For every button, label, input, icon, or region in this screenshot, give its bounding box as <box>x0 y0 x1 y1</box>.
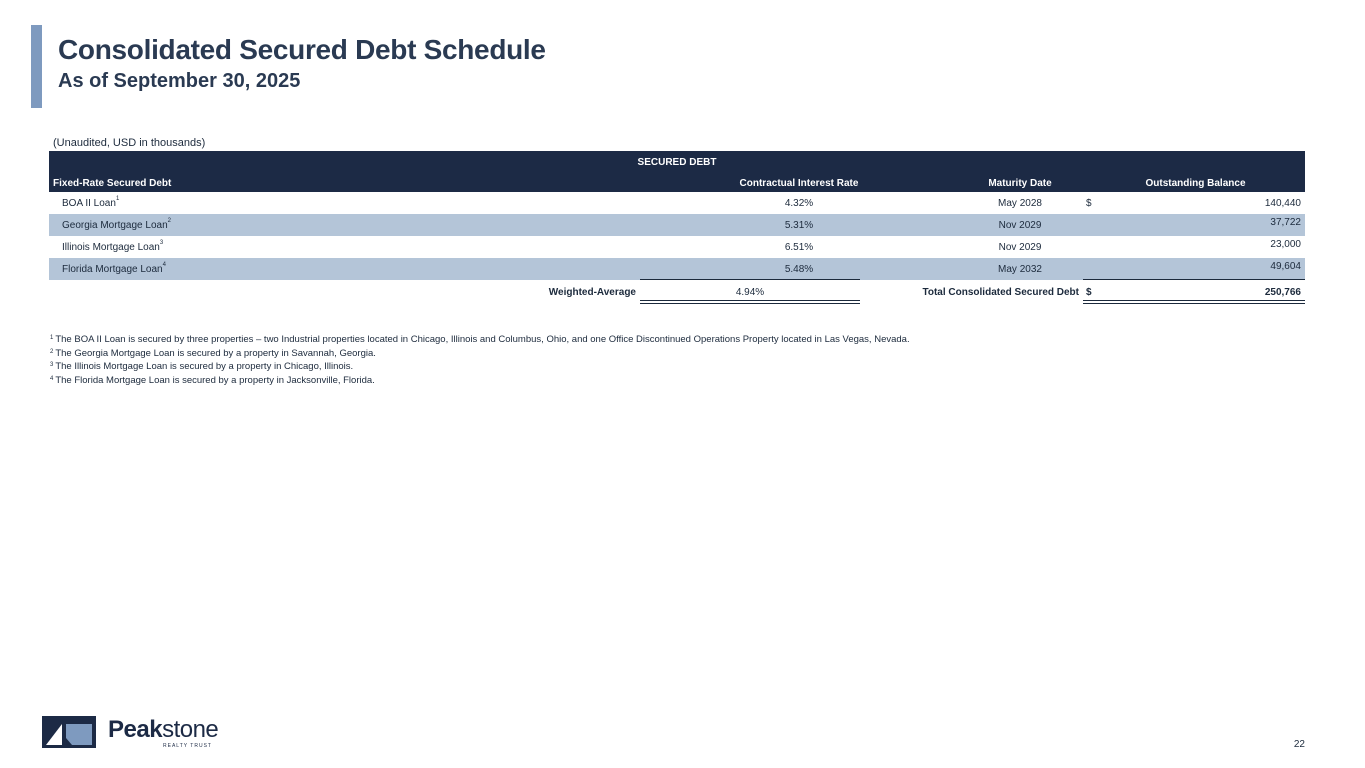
outstanding-balance: 23,000 <box>1270 239 1301 250</box>
title-accent-bar <box>31 25 42 108</box>
col-header-name: Fixed-Rate Secured Debt <box>53 178 172 189</box>
table-section-title: SECURED DEBT <box>637 157 717 168</box>
footnote-item: $^2$ The Georgia Mortgage Loan is secured by a property in Savannah, Georgia. <box>50 347 376 359</box>
rate-total-line-1 <box>640 300 860 301</box>
maturity-date: Nov 2029 <box>998 220 1042 231</box>
currency-symbol: $ <box>1086 198 1092 209</box>
weighted-average-label: Weighted-Average <box>548 287 636 298</box>
secured-debt-table <box>49 151 1305 304</box>
table-row <box>49 236 1305 258</box>
interest-rate: 4.32% <box>784 198 814 209</box>
page-subtitle: As of September 30, 2025 <box>58 70 301 92</box>
maturity-date: Nov 2029 <box>998 242 1042 253</box>
table-row <box>49 214 1305 236</box>
page-number: 22 <box>1293 739 1305 750</box>
col-header-rate: Contractual Interest Rate <box>739 178 859 189</box>
peakstone-mountain-icon <box>42 716 96 748</box>
loan-name: Florida Mortgage Loan$^4$ <box>62 262 166 275</box>
footnote-item: $^4$ The Florida Mortgage Loan is secured by a property in Jacksonville, Florida. <box>50 374 375 386</box>
col-header-balance: Outstanding Balance <box>1145 178 1246 189</box>
table-header <box>49 151 1305 192</box>
rate-total-line-2 <box>640 303 860 304</box>
company-logo <box>42 716 222 750</box>
balance-total-line-2 <box>1083 303 1305 304</box>
interest-rate: 6.51% <box>784 242 814 253</box>
balance-total-line-1 <box>1083 300 1305 301</box>
logo-tagline: REALTY TRUST <box>163 743 212 749</box>
weighted-average-rate: 4.94% <box>735 287 765 298</box>
col-header-maturity: Maturity Date <box>988 178 1052 189</box>
table-row <box>49 192 1305 214</box>
table-row <box>49 258 1305 280</box>
loan-name: Illinois Mortgage Loan$^3$ <box>62 240 164 253</box>
total-currency-symbol: $ <box>1086 287 1092 298</box>
outstanding-balance: 49,604 <box>1270 261 1301 272</box>
page-title: Consolidated Secured Debt Schedule <box>58 34 546 65</box>
footnote-item: $^3$ The Illinois Mortgage Loan is secured by a property in Chicago, Illinois. <box>50 361 354 372</box>
interest-rate: 5.31% <box>784 220 814 231</box>
interest-rate: 5.48% <box>784 264 814 275</box>
logo-wordmark: Peakstone <box>108 716 219 743</box>
outstanding-balance: 37,722 <box>1270 217 1301 228</box>
loan-name: BOA II Loan$^1$ <box>62 196 120 209</box>
unaudited-note: (Unaudited, USD in thousands) <box>53 137 206 149</box>
footnotes <box>50 333 910 387</box>
outstanding-balance: 140,440 <box>1264 198 1301 209</box>
footnote-item: $^1$ The BOA II Loan is secured by three properties – two Industrial properties located in Chicago, Illinois and Columbus, Ohio, and one Office Discontinued Operations Property located in Las Vegas, Nevada. <box>50 334 910 345</box>
maturity-date: May 2032 <box>998 264 1042 275</box>
maturity-date: May 2028 <box>998 198 1042 209</box>
total-balance: 250,766 <box>1264 287 1301 298</box>
total-debt-label: Total Consolidated Secured Debt <box>922 287 1079 298</box>
loan-name: Georgia Mortgage Loan$^2$ <box>62 218 171 231</box>
totals-row <box>49 280 1305 304</box>
